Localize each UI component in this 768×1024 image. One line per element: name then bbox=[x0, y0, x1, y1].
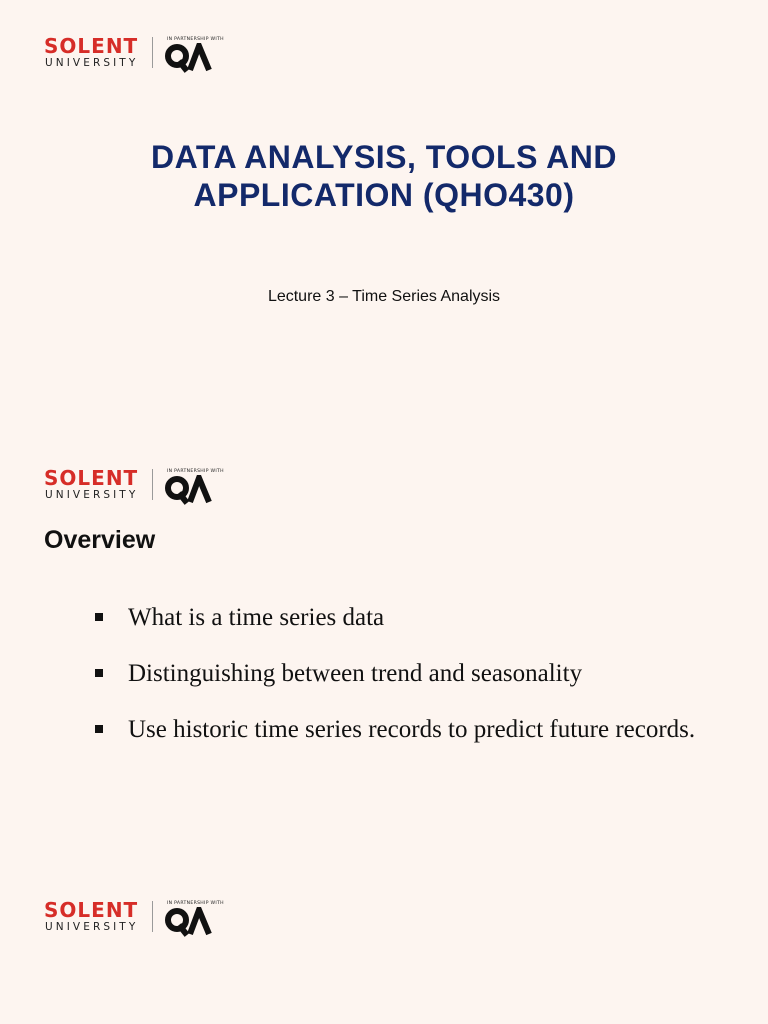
logo-partner-text: IN PARTNERSHIP WITH bbox=[167, 901, 224, 906]
list-item bbox=[94, 704, 734, 756]
qa-logo-icon bbox=[165, 475, 213, 505]
overview-slide bbox=[0, 432, 768, 864]
logo-solent-text: SOLENT bbox=[44, 466, 139, 490]
logo-university-text: UNIVERSITY bbox=[45, 921, 139, 933]
logo-partner-text: IN PARTNERSHIP WITH bbox=[167, 37, 224, 42]
square-bullet-icon bbox=[95, 669, 103, 677]
logo-university-text: UNIVERSITY bbox=[45, 57, 139, 69]
page-title bbox=[0, 138, 768, 214]
square-bullet-icon bbox=[95, 725, 103, 733]
logo-solent-text: SOLENT bbox=[44, 34, 139, 58]
logo-university-text: UNIVERSITY bbox=[45, 489, 139, 501]
qa-logo-icon bbox=[165, 43, 213, 73]
list-item bbox=[94, 648, 734, 700]
title-slide bbox=[0, 0, 768, 432]
overview-heading: Overview bbox=[44, 526, 156, 554]
square-bullet-icon bbox=[95, 613, 103, 621]
solent-logo bbox=[44, 900, 244, 942]
logo-divider bbox=[152, 901, 153, 932]
next-slide-partial bbox=[0, 864, 768, 1024]
title-line-1: DATA ANALYSIS, TOOLS AND bbox=[151, 139, 617, 175]
logo-partner-text: IN PARTNERSHIP WITH bbox=[167, 469, 224, 474]
bullet-text: Use historic time series records to predict future records. bbox=[128, 716, 696, 743]
bullet-text: Distinguishing between trend and seasonality bbox=[128, 660, 583, 687]
logo-divider bbox=[152, 37, 153, 68]
overview-bullet-list bbox=[94, 592, 734, 760]
logo-solent-text: SOLENT bbox=[44, 898, 139, 922]
title-line-2: APPLICATION (QHO430) bbox=[193, 177, 575, 213]
page-subtitle: Lecture 3 – Time Series Analysis bbox=[267, 288, 501, 305]
qa-logo-icon bbox=[165, 907, 213, 937]
list-item bbox=[94, 592, 734, 644]
logo-divider bbox=[152, 469, 153, 500]
bullet-text: What is a time series data bbox=[128, 604, 385, 631]
solent-logo bbox=[44, 36, 244, 78]
solent-logo bbox=[44, 468, 244, 510]
